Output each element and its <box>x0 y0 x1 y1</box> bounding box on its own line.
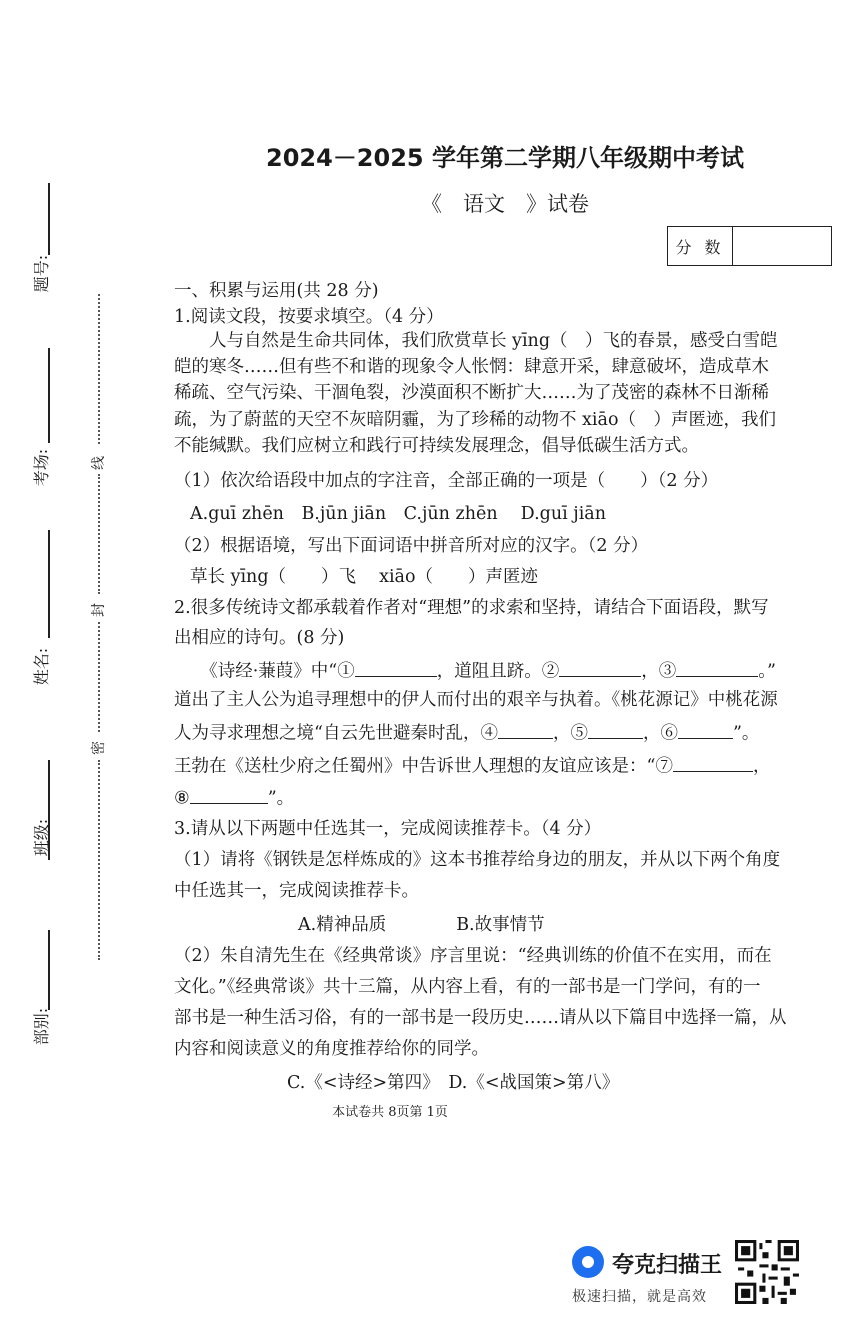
q3-sub1-options: A.精神品质 B.故事情节 <box>298 915 545 935</box>
q2-fill-line-1 <box>174 658 834 683</box>
q2-prompt-line: 出相应的诗句。(8 分) <box>174 628 345 648</box>
answer-blank-4[interactable] <box>498 720 553 739</box>
q3-prompt: 3.请从以下两题中任选其一，完成阅读推荐卡。（4 分） <box>174 819 602 839</box>
seal-dotted-line <box>98 294 100 444</box>
exam-subtitle: 《 语文 》试卷 <box>421 192 589 216</box>
margin-line <box>48 348 50 443</box>
margin-line <box>48 930 50 1010</box>
q2-fill-line-5 <box>174 785 834 810</box>
q3-sub2-line: 部书是一种生活习俗，有的一部书是一段历史……请从以下篇目中选择一篇，从 <box>174 1008 787 1028</box>
margin-line <box>48 183 50 255</box>
q2-text: ， <box>752 756 771 777</box>
q3-sub2-line: 文化。”《经典常谈》共十三篇，从内容上看，有的一部书是一门学问，有的一 <box>174 977 761 997</box>
q1-passage-line: 疏，为了蔚蓝的天空不灰暗阴霾，为了珍稀的动物不 xiāo（ ）声匿迹，我们 <box>174 410 776 430</box>
q1-passage-line: 人与自然是生命共同体，我们欣赏草长 yīng（ ）飞的春景，感受白雪皑 <box>174 331 778 351</box>
q3-sub2-options: C.《<诗经>第四》 D.《<战国策>第八》 <box>287 1073 620 1093</box>
margin-label-department: 部别: <box>32 1007 52 1046</box>
q1-passage-line: 皑的寒冬……但有些不和谐的现象令人怅惘：肆意开采，肆意破坏，造成草木 <box>174 357 769 377</box>
score-label: 分 数 <box>668 227 733 265</box>
q2-text: ”。 <box>267 788 295 809</box>
q1-sub2-items: 草长 yīng（ ）飞 xiāo（ ）声匿迹 <box>190 567 539 587</box>
seal-dotted-line <box>98 760 100 960</box>
q2-text: ，道阻且跻。② <box>436 661 560 682</box>
margin-line <box>48 530 50 638</box>
quark-logo-inner <box>582 1256 594 1268</box>
q2-text: ”。 <box>732 723 760 744</box>
seal-char-secret: 密 <box>91 741 107 755</box>
q1-sub1: （1）依次给语段中加点的字注音，全部正确的一项是（ ）（2 分） <box>174 471 719 491</box>
q1-sub1-options: A.guī zhēn B.jūn jiān C.jūn zhēn D.guī jiān <box>190 504 607 524</box>
page-footer: 本试卷共 8页第 1页 <box>332 1105 448 1120</box>
q2-text: 《诗经·蒹葭》中“① <box>174 661 355 682</box>
exam-title: 2024－2025 学年第二学期八年级期中考试 <box>266 144 744 172</box>
q3-sub2-line: 内容和阅读意义的角度推荐给你的同学。 <box>174 1039 489 1059</box>
q2-line: 道出了主人公为追寻理想中的伊人而付出的艰辛与执着。《桃花源记》中桃花源 <box>174 690 778 710</box>
answer-blank-6[interactable] <box>678 720 733 739</box>
score-box <box>667 226 832 266</box>
seal-dotted-line <box>98 622 100 732</box>
answer-blank-1[interactable] <box>355 658 437 677</box>
seal-dotted-line <box>98 474 100 594</box>
q1-passage-line: 稀疏、空气污染、干涸龟裂，沙漠面积不断扩大……为了茂密的森林不日渐稀 <box>174 383 769 403</box>
q1-passage-line: 不能缄默。我们应树立和践行可持续发展理念，倡导低碳生活方式。 <box>174 436 699 456</box>
q2-text: 人为寻求理想之境“自云先世避秦时乱，④ <box>174 723 498 744</box>
q2-text: ，⑥ <box>642 723 678 744</box>
margin-label-topic-no: 题号: <box>32 254 52 293</box>
answer-blank-2[interactable] <box>559 658 641 677</box>
q1-prompt: 1.阅读文段，按要求填空。（4 分） <box>174 307 444 327</box>
q2-text: 王勃在《送杜少府之任蜀州》中告诉世人理想的友谊应该是：“⑦ <box>174 756 673 777</box>
margin-label-name: 姓名: <box>32 647 52 686</box>
q2-prompt-line: 2.很多传统诗文都承载着作者对“理想”的求索和坚持，请结合下面语段，默写 <box>174 598 769 618</box>
margin-label-class: 班级: <box>32 818 52 857</box>
seal-char-seal: 封 <box>91 603 107 617</box>
q1-sub2: （2）根据语境，写出下面词语中拼音所对应的汉字。（2 分） <box>174 536 649 556</box>
answer-blank-7[interactable] <box>673 753 753 772</box>
q2-fill-line-4 <box>174 753 834 778</box>
section-heading: 一、积累与运用(共 28 分) <box>174 281 379 301</box>
margin-label-exam-room: 考场: <box>32 448 52 487</box>
qr-code-icon <box>735 1240 799 1304</box>
watermark-slogan: 极速扫描，就是高效 <box>572 1289 707 1305</box>
q3-sub1-line: （1）请将《钢铁是怎样炼成的》这本书推荐给身边的朋友，并从以下两个角度 <box>174 850 781 870</box>
q3-sub2-line: （2）朱自清先生在《经典常谈》序言里说：“经典训练的价值不在实用，而在 <box>174 946 772 966</box>
q2-text: 。” <box>758 661 776 682</box>
q3-sub1-line: 中任选其一，完成阅读推荐卡。 <box>174 881 419 901</box>
q2-text: ⑧ <box>174 788 190 809</box>
q2-text: ，③ <box>641 661 677 682</box>
answer-blank-5[interactable] <box>588 720 643 739</box>
q2-text: ，⑤ <box>552 723 588 744</box>
answer-blank-3[interactable] <box>676 658 758 677</box>
q2-fill-line-3 <box>174 720 834 745</box>
answer-blank-8[interactable] <box>190 785 268 804</box>
seal-char-line: 线 <box>91 456 107 470</box>
watermark-brand: 夸克扫描王 <box>612 1253 723 1278</box>
